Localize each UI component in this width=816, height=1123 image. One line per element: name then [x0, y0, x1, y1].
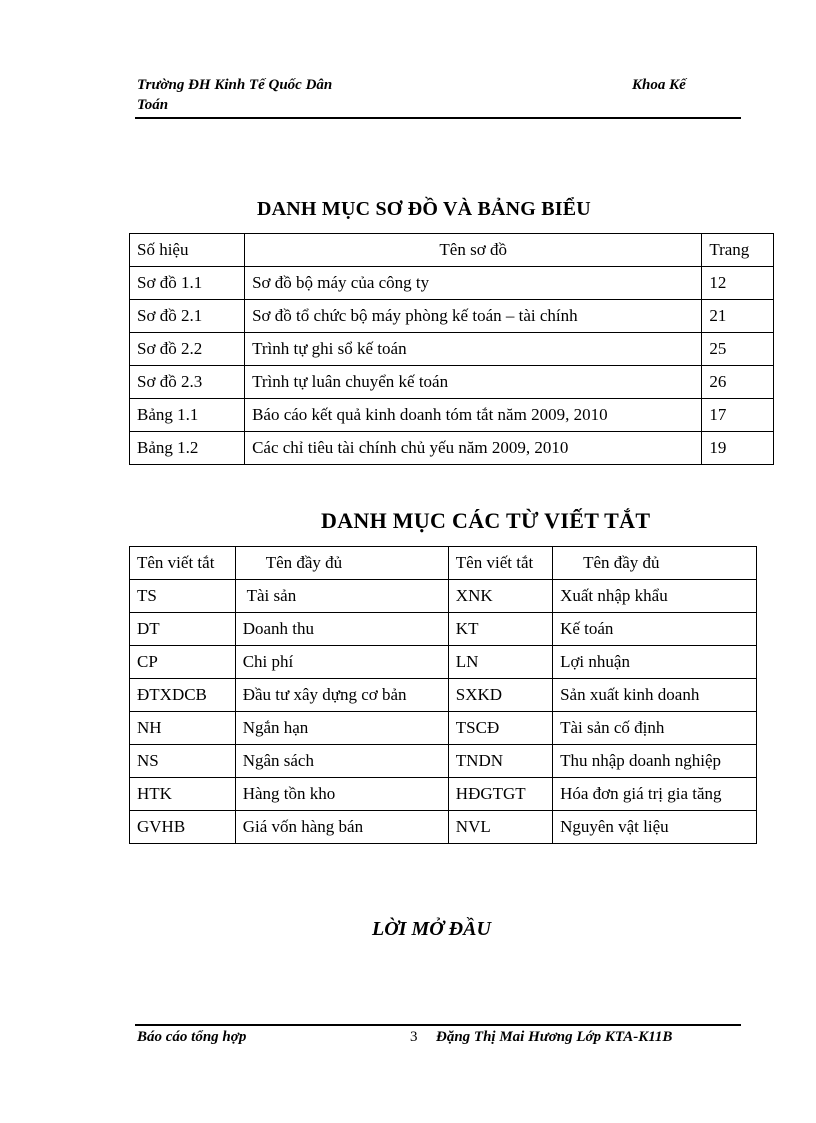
- abbreviation: TSCĐ: [448, 712, 552, 745]
- footer-report-title: Báo cáo tổng hợp: [137, 1029, 247, 1045]
- full-name: Sản xuất kinh doanh: [553, 679, 757, 712]
- full-name: Thu nhập doanh nghiệp: [553, 745, 757, 778]
- full-name: Lợi nhuận: [553, 646, 757, 679]
- header-school-name: Trường ĐH Kinh Tế Quốc Dân: [137, 77, 333, 93]
- table-header-row: [130, 547, 757, 580]
- full-name: Xuất nhập khẩu: [553, 580, 757, 613]
- abbreviation: TNDN: [448, 745, 552, 778]
- diagram-name: Các chỉ tiêu tài chính chủ yếu năm 2009, 2010: [245, 432, 702, 465]
- diagram-id: Bảng 1.1: [130, 399, 245, 432]
- abbreviations-title: DANH MỤC CÁC TỪ VIẾT TẮT: [321, 508, 651, 533]
- abbreviation: XNK: [448, 580, 552, 613]
- abbreviation: CP: [130, 646, 236, 679]
- abbreviation: SXKD: [448, 679, 552, 712]
- diagram-name: Sơ đồ tổ chức bộ máy phòng kế toán – tài chính: [245, 300, 702, 333]
- diagram-page: 17: [702, 399, 774, 432]
- full-name: Ngân sách: [235, 745, 448, 778]
- footer-divider: [135, 1024, 741, 1026]
- column-header: Tên đầy đủ: [553, 547, 757, 580]
- abbreviation: DT: [130, 613, 236, 646]
- full-name: Kế toán: [553, 613, 757, 646]
- full-name: Ngắn hạn: [235, 712, 448, 745]
- column-header: Tên viết tắt: [130, 547, 236, 580]
- abbreviations-table: [129, 546, 757, 844]
- header-faculty: Khoa Kế: [632, 77, 686, 93]
- full-name: Giá vốn hàng bán: [235, 811, 448, 844]
- abbreviation: GVHB: [130, 811, 236, 844]
- column-header: Trang: [702, 234, 774, 267]
- abbreviation: LN: [448, 646, 552, 679]
- diagram-page: 21: [702, 300, 774, 333]
- full-name: Hàng tồn kho: [235, 778, 448, 811]
- diagram-name: Sơ đồ bộ máy của công ty: [245, 267, 702, 300]
- full-name: Nguyên vật liệu: [553, 811, 757, 844]
- diagram-page: 12: [702, 267, 774, 300]
- full-name: Tài sản cố định: [553, 712, 757, 745]
- table-header-row: [130, 234, 774, 267]
- diagram-id: Sơ đồ 2.3: [130, 366, 245, 399]
- abbreviation: NVL: [448, 811, 552, 844]
- table-row: [130, 679, 757, 712]
- table-row: [130, 580, 757, 613]
- table-row: [130, 267, 774, 300]
- diagram-id: Bảng 1.2: [130, 432, 245, 465]
- footer-author: Đặng Thị Mai Hương Lớp KTA-K11B: [436, 1029, 673, 1045]
- table-row: [130, 366, 774, 399]
- diagram-list-table: [129, 233, 774, 465]
- header-school-name-continued: Toán: [137, 97, 169, 113]
- table-row: [130, 745, 757, 778]
- diagram-page: 25: [702, 333, 774, 366]
- table-row: [130, 811, 757, 844]
- page-number: 3: [410, 1029, 418, 1045]
- full-name: Đầu tư xây dựng cơ bản: [235, 679, 448, 712]
- diagram-id: Sơ đồ 2.1: [130, 300, 245, 333]
- diagram-id: Sơ đồ 2.2: [130, 333, 245, 366]
- diagram-name: Trình tự luân chuyển kế toán: [245, 366, 702, 399]
- diagram-list-title: DANH MỤC SƠ ĐỒ VÀ BẢNG BIỂU: [257, 198, 591, 220]
- column-header: Số hiệu: [130, 234, 245, 267]
- diagram-page: 26: [702, 366, 774, 399]
- table-row: [130, 399, 774, 432]
- full-name: Chi phí: [235, 646, 448, 679]
- table-row: [130, 432, 774, 465]
- abbreviation: NS: [130, 745, 236, 778]
- diagram-name: Trình tự ghi sổ kế toán: [245, 333, 702, 366]
- column-header: Tên đầy đủ: [235, 547, 448, 580]
- column-header: Tên viết tắt: [448, 547, 552, 580]
- table-row: [130, 333, 774, 366]
- diagram-page: 19: [702, 432, 774, 465]
- abbreviation: NH: [130, 712, 236, 745]
- table-row: [130, 300, 774, 333]
- intro-heading: LỜI MỞ ĐẦU: [372, 918, 491, 940]
- diagram-id: Sơ đồ 1.1: [130, 267, 245, 300]
- table-row: [130, 646, 757, 679]
- abbreviation: HTK: [130, 778, 236, 811]
- header-divider: [135, 117, 741, 119]
- table-row: [130, 613, 757, 646]
- abbreviation: ĐTXDCB: [130, 679, 236, 712]
- column-header: Tên sơ đồ: [245, 234, 702, 267]
- table-row: [130, 778, 757, 811]
- full-name: Hóa đơn giá trị gia tăng: [553, 778, 757, 811]
- table-row: [130, 712, 757, 745]
- diagram-name: Báo cáo kết quả kinh doanh tóm tắt năm 2009, 2010: [245, 399, 702, 432]
- abbreviation: TS: [130, 580, 236, 613]
- abbreviation: KT: [448, 613, 552, 646]
- full-name: Tài sản: [235, 580, 448, 613]
- abbreviation: HĐGTGT: [448, 778, 552, 811]
- full-name: Doanh thu: [235, 613, 448, 646]
